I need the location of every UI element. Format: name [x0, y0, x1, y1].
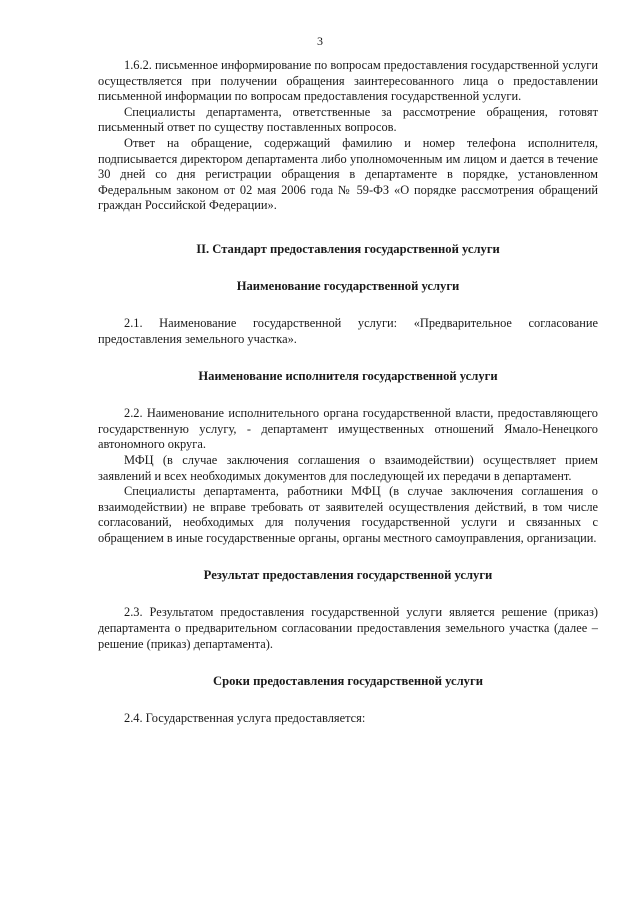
paragraph-answer-terms: Ответ на обращение, содержащий фамилию и номер телефона исполнителя, подписывается директором департамента либо уполномоченным им лицом и дается в течение 30 дней со дня регистрации обращения в департаменте в порядке, установленном Федеральным законом от 02 мая 2006 года № 59-ФЗ «О порядке рассмотрения обращений граждан Российской Федерации». [98, 135, 598, 213]
paragraph-2-3: 2.3. Результатом предоставления государственной услуги является решение (приказ) департамента о предварительном согласовании предоставления земельного участка (далее – решение (приказ) департамента). [98, 605, 598, 651]
page-number: 3 [317, 34, 323, 48]
section-2-title: II. Стандарт предоставления государственной услуги [196, 241, 500, 256]
heading-executor-name: Наименование исполнителя государственной услуги [198, 369, 498, 384]
paragraph-2-2: 2.2. Наименование исполнительного органа государственной власти, предоставляющего государственную услугу, - департамент имущественных отношений Ямало-Ненецкого автономного округа. [98, 406, 598, 452]
document-body [98, 58, 598, 727]
heading-service-name: Наименование государственной услуги [236, 278, 460, 293]
paragraph-1-6-2: 1.6.2. письменное информирование по вопросам предоставления государственной услуги осуществляется при получении обращения заинтересованного лица о предоставлении письменной информации по вопросам предоставления государственной услуги. [98, 58, 598, 104]
paragraph-specialists-answer: Специалисты департамента, ответственные за рассмотрение обращения, готовят письменный ответ по существу поставленных вопросов. [98, 104, 598, 135]
paragraph-no-extra-actions: Специалисты департамента, работники МФЦ (в случае заключения соглашения о взаимодействии) не вправе требовать от заявителей осуществления действий, в том числе согласований, необходимых для получения государственной услуги и связанных с обращением в иные государственные органы, органы местного самоуправления, организации. [98, 484, 598, 545]
paragraph-2-4: 2.4. Государственная услуга предоставляется: [124, 711, 366, 726]
heading-terms: Сроки предоставления государственной услуги [213, 674, 483, 689]
paragraph-2-1: 2.1. Наименование государственной услуги: «Предварительное согласование предоставления земельного участка». [98, 315, 598, 346]
heading-result: Результат предоставления государственной услуги [203, 568, 493, 583]
paragraph-mfc-reception: МФЦ (в случае заключения соглашения о взаимодействии) осуществляет прием заявлений и всех необходимых документов для последующей их передачи в департамент. [98, 452, 598, 483]
